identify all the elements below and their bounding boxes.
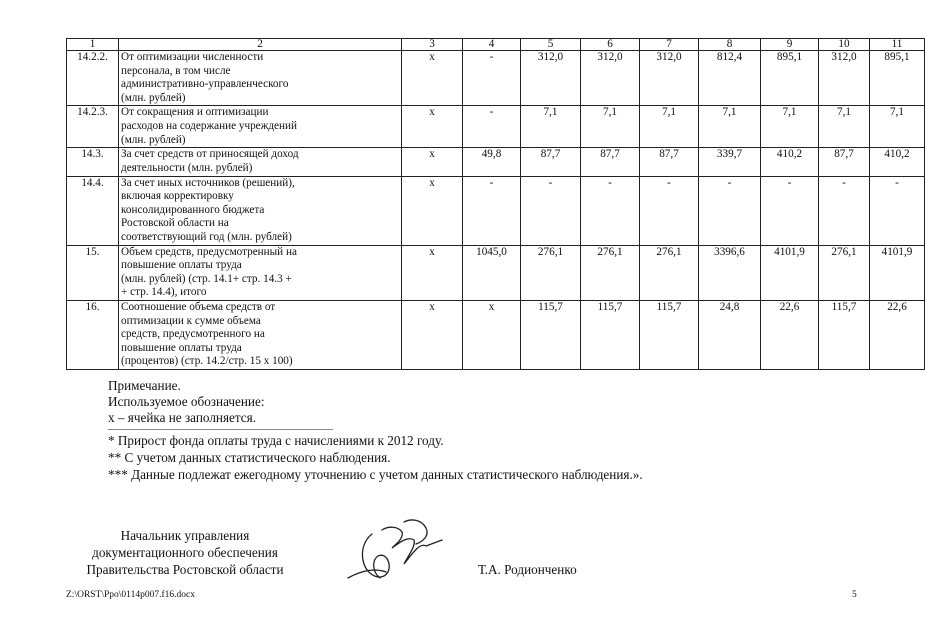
description-line: повышение оплаты труда [121, 259, 242, 272]
description-line: повышение оплаты труда [121, 341, 242, 354]
cell-col10: 312,0 [819, 51, 870, 106]
description-line: (млн. рублей) [121, 91, 186, 104]
row-description [119, 106, 402, 148]
cell-col11: 22,6 [870, 300, 925, 369]
column-header: 7 [640, 39, 699, 51]
column-header: 4 [463, 39, 521, 51]
cell-col8: 7,1 [699, 106, 761, 148]
cell-col3: х [402, 300, 463, 369]
description-line: деятельности (млн. рублей) [121, 161, 253, 174]
cell-col11: 410,2 [870, 148, 925, 176]
description-line: (млн. рублей) (стр. 14.1+ стр. 14.3 + [121, 272, 292, 285]
handwritten-signature [342, 512, 452, 592]
cell-col9: 895,1 [761, 51, 819, 106]
table-header-row [67, 39, 925, 51]
cell-col7: 87,7 [640, 148, 699, 176]
cell-col9: 22,6 [761, 300, 819, 369]
table-row [67, 148, 925, 176]
description-line: средств, предусмотренного на [121, 328, 265, 341]
cell-col10: 276,1 [819, 245, 870, 300]
note-line: Используемое обозначение: [108, 394, 265, 409]
column-header: 11 [870, 39, 925, 51]
row-number: 15. [67, 245, 119, 300]
description-line: административно-управленческого [121, 78, 289, 91]
row-description [119, 245, 402, 300]
cell-col10: 115,7 [819, 300, 870, 369]
cell-col3: х [402, 51, 463, 106]
description-line: расходов на содержание учреждений [121, 119, 297, 132]
cell-col4: - [463, 51, 521, 106]
cell-col3: х [402, 148, 463, 176]
file-path: Z:\ORST\Ppo\0114p007.f16.docx [66, 590, 195, 600]
cell-col8: 3396,6 [699, 245, 761, 300]
cell-col7: 115,7 [640, 300, 699, 369]
cell-col7: 276,1 [640, 245, 699, 300]
column-header: 6 [581, 39, 640, 51]
column-header: 8 [699, 39, 761, 51]
description-line: соответствующий год (млн. рублей) [121, 230, 292, 243]
description-line: Ростовской области на [121, 217, 229, 230]
cell-col6: 115,7 [581, 300, 640, 369]
cell-col4: х [463, 300, 521, 369]
signatory-title [60, 527, 310, 578]
description-line: Объем средств, предусмотренный на [121, 245, 297, 258]
cell-col4: - [463, 176, 521, 245]
cell-col5: - [521, 176, 581, 245]
cell-col7: 7,1 [640, 106, 699, 148]
cell-col8: - [699, 176, 761, 245]
cell-col9: 4101,9 [761, 245, 819, 300]
description-line: От сокращения и оптимизации [121, 106, 269, 119]
cell-col5: 115,7 [521, 300, 581, 369]
cell-col7: - [640, 176, 699, 245]
signatory-title-line: документационного обеспечения [92, 545, 278, 560]
column-header: 3 [402, 39, 463, 51]
row-description [119, 176, 402, 245]
column-header: 9 [761, 39, 819, 51]
row-number: 14.2.3. [67, 106, 119, 148]
cell-col3: х [402, 106, 463, 148]
cell-col10: 87,7 [819, 148, 870, 176]
table-row [67, 51, 925, 106]
footnote-divider [108, 429, 333, 430]
cell-col4: - [463, 106, 521, 148]
cell-col9: 410,2 [761, 148, 819, 176]
footnote: ** С учетом данных статистического наблюдения. [108, 450, 391, 465]
description-line: За счет средств от приносящей доход [121, 148, 299, 161]
description-line: От оптимизации численности [121, 51, 264, 63]
cell-col11: 895,1 [870, 51, 925, 106]
cell-col3: х [402, 176, 463, 245]
cell-col6: 276,1 [581, 245, 640, 300]
note-heading: Примечание. [108, 378, 181, 393]
signatory-title-line: Правительства Ростовской области [86, 562, 284, 577]
cell-col8: 339,7 [699, 148, 761, 176]
description-line: Соотношение объема средств от [121, 300, 276, 313]
description-line: (млн. рублей) [121, 133, 186, 146]
cell-col6: - [581, 176, 640, 245]
description-line: консолидированного бюджета [121, 203, 265, 216]
cell-col5: 276,1 [521, 245, 581, 300]
column-header: 1 [67, 39, 119, 51]
cell-col6: 7,1 [581, 106, 640, 148]
page-number: 5 [852, 590, 857, 600]
description-line: (процентов) (стр. 14.2/стр. 15 х 100) [121, 355, 293, 368]
cell-col6: 87,7 [581, 148, 640, 176]
signatory-name: Т.А. Родионченко [478, 562, 577, 577]
signatory-title-line: Начальник управления [120, 528, 250, 543]
cell-col5: 312,0 [521, 51, 581, 106]
data-table [66, 38, 925, 370]
row-description [119, 51, 402, 106]
cell-col6: 312,0 [581, 51, 640, 106]
description-line: За счет иных источников (решений), [121, 176, 295, 189]
table-row [67, 176, 925, 245]
cell-col10: - [819, 176, 870, 245]
cell-col8: 24,8 [699, 300, 761, 369]
cell-col8: 812,4 [699, 51, 761, 106]
footnote: *** Данные подлежат ежегодному уточнению с учетом данных статистического наблюдения.». [108, 467, 643, 482]
table-row [67, 106, 925, 148]
cell-col4: 49,8 [463, 148, 521, 176]
notes-block [108, 378, 265, 426]
cell-col3: х [402, 245, 463, 300]
column-header: 5 [521, 39, 581, 51]
row-description [119, 148, 402, 176]
description-line: + стр. 14.4), итого [121, 286, 207, 299]
table-row [67, 300, 925, 369]
cell-col11: - [870, 176, 925, 245]
cell-col5: 7,1 [521, 106, 581, 148]
row-description [119, 300, 402, 369]
footnotes-block [108, 432, 643, 483]
row-number: 16. [67, 300, 119, 369]
cell-col11: 4101,9 [870, 245, 925, 300]
cell-col5: 87,7 [521, 148, 581, 176]
cell-col10: 7,1 [819, 106, 870, 148]
cell-col11: 7,1 [870, 106, 925, 148]
description-line: оптимизации к сумме объема [121, 314, 261, 327]
description-line: персонала, в том числе [121, 64, 231, 77]
column-header: 10 [819, 39, 870, 51]
column-header: 2 [119, 39, 402, 51]
table-row [67, 245, 925, 300]
row-number: 14.2.2. [67, 51, 119, 106]
cell-col7: 312,0 [640, 51, 699, 106]
note-line: х – ячейка не заполняется. [108, 410, 257, 425]
cell-col4: 1045,0 [463, 245, 521, 300]
cell-col9: 7,1 [761, 106, 819, 148]
description-line: включая корректировку [121, 190, 234, 203]
row-number: 14.4. [67, 176, 119, 245]
cell-col9: - [761, 176, 819, 245]
footnote: * Прирост фонда оплаты труда с начислениями к 2012 году. [108, 433, 444, 448]
row-number: 14.3. [67, 148, 119, 176]
